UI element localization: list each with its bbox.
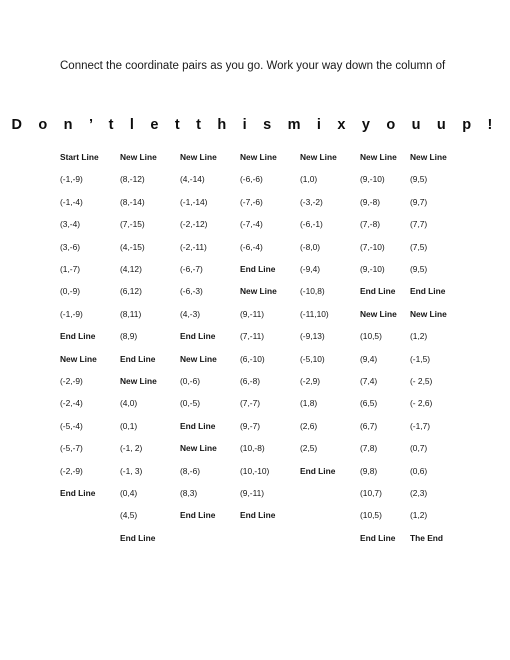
line-marker: End Line [180, 510, 216, 521]
coordinate-pair: (2,3) [410, 488, 428, 498]
coordinate-pair: (4,12) [120, 264, 142, 274]
faded-instruction-line [60, 80, 352, 88]
coordinate-pair: (-6,-3) [180, 286, 203, 297]
coordinate-pair: (8,-12) [120, 174, 145, 185]
coordinate-pair: (-5,-7) [60, 443, 83, 454]
line-marker: New Line [180, 152, 217, 162]
coordinate-pair: (8,3) [180, 488, 198, 498]
coordinate-pair: (-5,-4) [60, 420, 83, 431]
line-marker: Start Line [60, 152, 99, 162]
coordinate-pair: (9,8) [360, 465, 378, 476]
coordinate-pair: (4,5) [120, 510, 138, 521]
coordinate-pair: (4,0) [120, 398, 138, 409]
coordinate-pair: (0,-9) [60, 286, 81, 297]
line-marker: End Line [300, 465, 336, 476]
coordinate-pair: (9,-11) [240, 488, 265, 498]
coordinate-pair: (9,-7) [240, 420, 261, 431]
coordinate-pair: (-3,-2) [300, 196, 323, 207]
coordinate-pair: (4,-14) [180, 174, 205, 185]
coordinate-pair: (2,5) [300, 443, 318, 454]
line-marker: New Line [180, 353, 217, 364]
coordinate-pair: (7,-11) [240, 331, 265, 342]
line-marker: End Line [180, 331, 216, 342]
coordinate-pair: (-6,-4) [240, 241, 263, 252]
coordinate-pair: (8,9) [120, 331, 138, 342]
line-marker: New Line [120, 152, 157, 162]
coordinate-pair: (10,-10) [240, 465, 270, 476]
coordinate-pair: (7,-8) [360, 219, 381, 230]
line-marker: End Line [120, 353, 156, 364]
coordinate-pair: (9,5) [410, 174, 428, 185]
line-marker: End Line [60, 488, 96, 498]
coordinate-pair: (7,-15) [120, 219, 145, 230]
coordinate-pair: (0,7) [410, 443, 428, 454]
coordinate-pair: (0,6) [410, 465, 428, 476]
coordinate-pair: (1,2) [410, 510, 428, 521]
coordinate-pair: (7,4) [360, 376, 378, 386]
coordinate-pair: (-1,-9) [60, 308, 83, 319]
coordinate-pair: (6,7) [360, 420, 378, 431]
coordinate-pair: (-8,0) [300, 241, 321, 252]
coordinate-pair: (-6,-7) [180, 264, 203, 274]
coordinate-pair: (7,8) [360, 443, 378, 454]
coordinate-pair: (0,-5) [180, 398, 201, 409]
coordinate-pair: (9,7) [410, 196, 428, 207]
line-marker: New Line [360, 152, 397, 162]
coordinate-pair: (8,-6) [180, 465, 201, 476]
coordinate-pair: (10,5) [360, 510, 382, 521]
coordinate-pair: (3,-4) [60, 219, 81, 230]
coordinate-pair: (7,7) [410, 219, 428, 230]
coordinate-pair: (10,7) [360, 488, 382, 498]
coordinate-pair: (-10,8) [300, 286, 325, 297]
coordinate-pair: (6,-10) [240, 353, 265, 364]
coordinate-pair: (0,-6) [180, 376, 201, 386]
coordinate-columns [0, 151, 510, 551]
coordinate-pair: (- 2,6) [410, 398, 433, 409]
coordinate-pair: (-2,-11) [180, 241, 207, 252]
coordinate-pair: (4,-15) [120, 241, 145, 252]
coordinate-pair: (9,-10) [360, 174, 385, 185]
line-marker: The End [410, 532, 444, 543]
coordinate-pair: (9,-8) [360, 196, 381, 207]
coordinate-pair: (-1,-9) [60, 174, 83, 185]
line-marker: New Line [360, 308, 397, 319]
line-marker: End Line [360, 532, 396, 543]
line-marker: New Line [410, 152, 447, 162]
coordinate-pair: (7,-10) [360, 241, 385, 252]
coordinate-pair: (-1,7) [410, 420, 431, 431]
coordinate-pair: (8,-14) [120, 196, 145, 207]
coordinate-pair: (9,5) [410, 264, 428, 274]
line-marker: New Line [410, 308, 447, 319]
coordinate-pair: (10,-8) [240, 443, 265, 454]
line-marker: End Line [60, 331, 96, 342]
coordinate-pair: (7,5) [410, 241, 428, 252]
line-marker: End Line [240, 510, 276, 521]
coordinate-pair: (-2,-9) [60, 376, 83, 386]
coordinate-pair: (-1,-4) [60, 196, 83, 207]
line-marker: New Line [300, 152, 337, 162]
coordinate-pair: (9,-10) [360, 264, 385, 274]
coordinate-pair: (-9,13) [300, 331, 325, 342]
coordinate-pair: (-1,5) [410, 353, 431, 364]
coordinate-pair: (-1, 3) [120, 465, 143, 476]
coordinate-pair: (-6,-1) [300, 219, 323, 230]
coordinate-pair: (-5,10) [300, 353, 325, 364]
coordinate-pair: (6,-8) [240, 376, 261, 386]
coordinate-pair: (4,-3) [180, 308, 201, 319]
worksheet-title: D o n ’ t l e t t h i s m i x y o u u p ! [11, 117, 499, 133]
coordinate-pair: (10,5) [360, 331, 382, 342]
line-marker: New Line [60, 353, 97, 364]
line-marker: New Line [120, 376, 157, 386]
line-marker: End Line [240, 264, 276, 274]
coordinate-pair: (1,0) [300, 174, 318, 185]
coordinate-pair: (7,-7) [240, 398, 261, 409]
instructions-text: Connect the coordinate pairs as you go. Work your way down the column of [60, 60, 446, 72]
coordinate-pair: (-2,-4) [60, 398, 83, 409]
coordinate-pair: (-7,-6) [240, 196, 263, 207]
line-marker: End Line [180, 420, 216, 431]
coordinate-pair: (-2,-12) [180, 219, 208, 230]
coordinate-pair: (-2,-9) [60, 465, 83, 476]
line-marker: New Line [180, 443, 217, 454]
coordinate-pair: (6,12) [120, 286, 142, 297]
line-marker: End Line [120, 532, 156, 543]
coordinate-pair: (-9,4) [300, 264, 321, 274]
coordinate-pair: (9,4) [360, 353, 378, 364]
coordinate-pair: (0,4) [120, 488, 138, 498]
coordinate-pair: (-6,-6) [240, 174, 263, 185]
coordinate-pair: (-1,-14) [180, 196, 208, 207]
coordinate-pair: (9,-11) [240, 308, 265, 319]
line-marker: End Line [360, 286, 396, 297]
coordinate-pair: (-2,9) [300, 376, 321, 386]
line-marker: New Line [240, 286, 277, 297]
coordinate-pair: (3,-6) [60, 241, 81, 252]
coordinate-pair: (-1, 2) [120, 443, 143, 454]
coordinate-pair: (8,11) [120, 308, 142, 319]
coordinate-pair: (1,-7) [60, 264, 81, 274]
coordinate-pair: (6,5) [360, 398, 378, 409]
coordinate-pair: (2,6) [300, 420, 318, 431]
coordinate-pair: (1,8) [300, 398, 318, 409]
coordinate-pair: (-11,10) [300, 308, 329, 319]
coordinate-pair: (0,1) [120, 420, 138, 431]
coordinate-pair: (- 2,5) [410, 376, 433, 386]
line-marker: End Line [410, 286, 446, 297]
line-marker: New Line [240, 152, 277, 162]
coordinate-pair: (-7,-4) [240, 219, 263, 230]
coordinate-pair: (1,2) [410, 331, 428, 342]
